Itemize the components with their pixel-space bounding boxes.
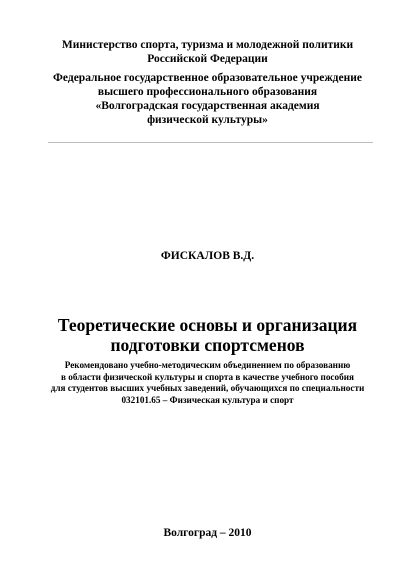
footer-text: Волгоград – 2010: [163, 527, 252, 539]
place-and-year: [0, 526, 415, 540]
recommendation-line-1: Рекомендовано учебно-методическим объединением по образованию: [64, 360, 351, 370]
book-title: [0, 315, 415, 355]
institution-line-4: физической культуры»: [147, 114, 268, 126]
title-line-2: подготовки спортсменов: [110, 335, 305, 355]
title-line-1: Теоретические основы и организация: [57, 315, 358, 335]
header-divider: [48, 142, 373, 143]
institution-line-3: «Волгоградская государственная академия: [95, 100, 320, 112]
author-name: [0, 249, 415, 263]
ministry-line-2: Российской Федерации: [147, 53, 268, 65]
recommendation-line-4: 032101.65 – Физическая культура и спорт: [121, 394, 294, 405]
institution-heading: [0, 71, 415, 127]
ministry-heading: [0, 38, 415, 66]
ministry-line-1: Министерство спорта, туризма и молодежной политики: [61, 39, 354, 51]
recommendation-note: [2, 360, 413, 406]
institution-line-1: Федеральное государственное образовательное учреждение: [53, 72, 362, 84]
recommendation-line-2: в области физической культуры и спорта в качестве учебного пособия: [61, 371, 354, 382]
recommendation-line-3: для студентов высших учебных заведений, обучающихся по специальности: [50, 383, 365, 393]
author-text: ФИСКАЛОВ В.Д.: [160, 250, 255, 262]
institution-line-2: высшего профессионального образования: [97, 86, 318, 98]
